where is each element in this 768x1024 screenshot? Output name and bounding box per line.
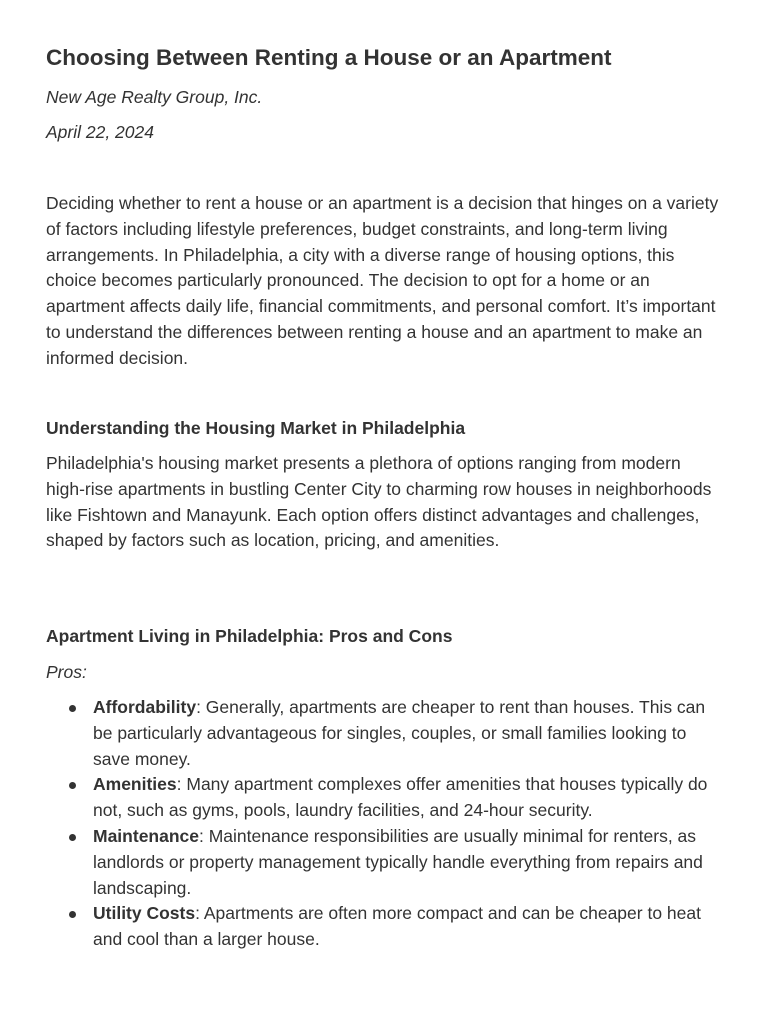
- list-item: [46, 824, 722, 901]
- bullet-icon: [69, 782, 76, 789]
- pros-label: Pros:: [46, 662, 87, 682]
- list-item-text: : Generally, apartments are cheaper to rent than houses. This can be particularly advantageous for singles, couples, or small families looking to save money.: [93, 697, 706, 769]
- pros-list: [46, 695, 722, 953]
- company-name: New Age Realty Group, Inc.: [46, 87, 263, 107]
- list-item-term: Amenities: [93, 774, 177, 795]
- list-item-term: Maintenance: [93, 825, 199, 846]
- list-item: [46, 772, 722, 824]
- document-date: April 22, 2024: [46, 122, 154, 142]
- housing-market-paragraph: Philadelphia's housing market presents a plethora of options ranging from modern high-rise apartments in bustling Center City to charming row houses in neighborhoods like Fishtown and Manayunk. Each option offers distinct advantages and challenges, shaped by factors such as location, pricing, and amenities.: [46, 453, 712, 551]
- document-title: Choosing Between Renting a House or an Apartment: [46, 45, 612, 70]
- list-item-text: : Many apartment complexes offer amenities that houses typically do not, such as gyms, pools, laundry facilities, and 24-hour security.: [93, 774, 708, 821]
- intro-paragraph: Deciding whether to rent a house or an apartment is a decision that hinges on a variety of factors including lifestyle preferences, budget constraints, and long-term living arrangements. In Philadelphia, a city with a diverse range of housing options, this choice becomes particularly pronounced. The decision to opt for a home or an apartment affects daily life, financial commitments, and personal comfort. It’s important to understand the differences between renting a house and an apartment to make an informed decision.: [46, 193, 719, 368]
- list-item-term: Utility Costs: [93, 903, 196, 924]
- list-item-term: Affordability: [93, 697, 197, 717]
- bullet-icon: [69, 834, 76, 841]
- list-item-text: : Apartments are often more compact and can be cheaper to heat and cool than a larger house.: [93, 903, 701, 950]
- list-item-text: : Maintenance responsibilities are usually minimal for renters, as landlords or property management typically handle everything from repairs and landscaping.: [93, 825, 703, 898]
- bullet-icon: [69, 705, 76, 712]
- bullet-icon: [69, 911, 76, 918]
- section-heading-apartment-living: Apartment Living in Philadelphia: Pros and Cons: [46, 626, 453, 646]
- list-item: [46, 695, 722, 772]
- section-heading-housing-market: Understanding the Housing Market in Philadelphia: [46, 418, 466, 438]
- list-item: [46, 901, 722, 953]
